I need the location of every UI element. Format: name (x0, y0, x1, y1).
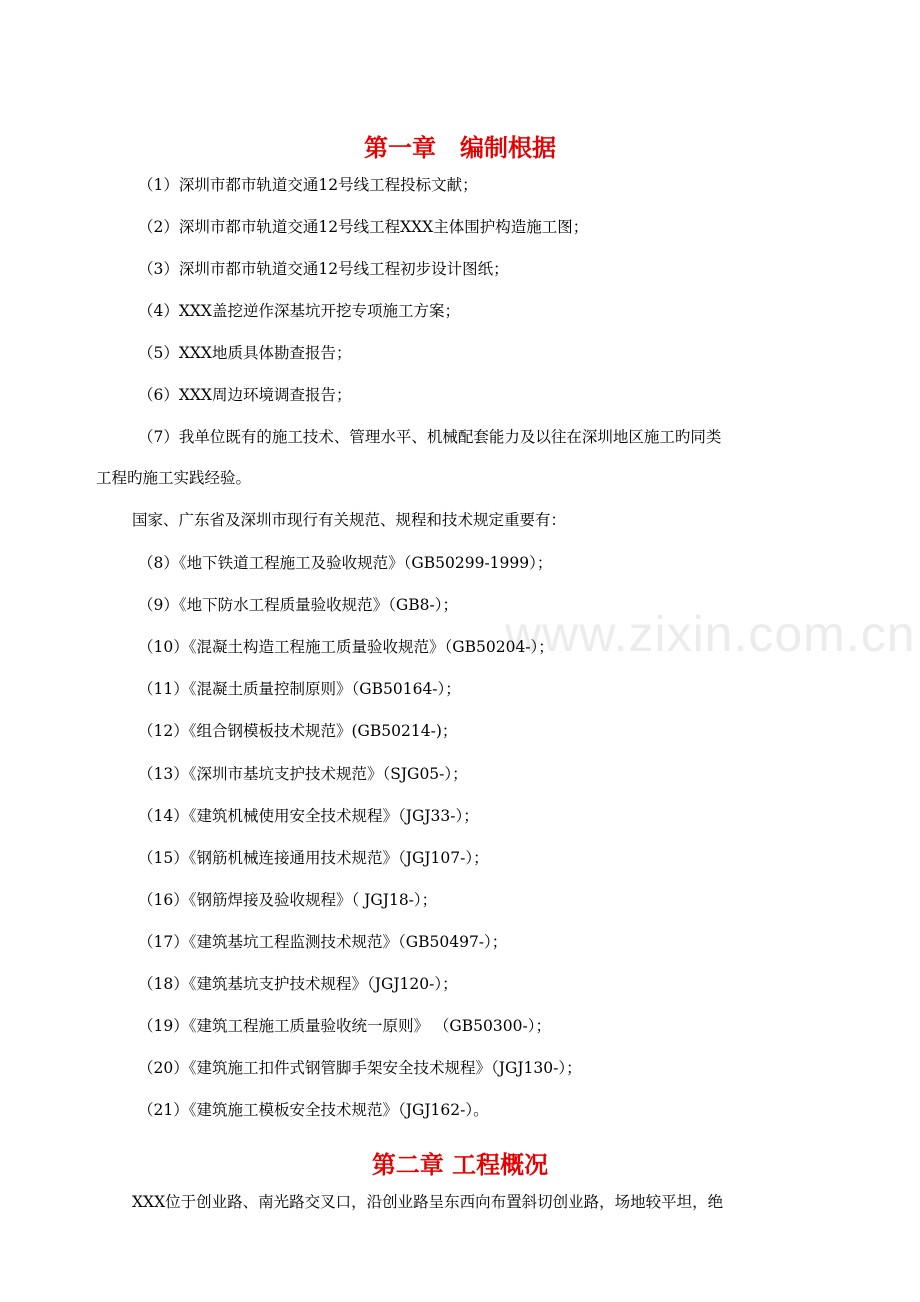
standard-item: （10）《混凝土构造工程施工质量验收规范》（GB50204-）； (138, 638, 554, 656)
standard-item: （8）《地下铁道工程施工及验收规范》（GB50299-1999）； (138, 554, 553, 572)
list-item: （3）深圳市都市轨道交通12号线工程初步设计图纸； (138, 260, 509, 278)
list-item: （6）XXX周边环境调查报告； (138, 386, 352, 404)
standard-item: （18）《建筑基坑支护技术规程》（JGJ120-）； (138, 975, 458, 993)
list-item: （2）深圳市都市轨道交通12号线工程XXX主体围护构造施工图； (138, 218, 589, 236)
standard-item: （14）《建筑机械使用安全技术规程》（JGJ33-）； (138, 807, 479, 825)
standard-item: （19）《建筑工程施工质量验收统一原则》 （GB50300-）； (138, 1017, 551, 1035)
standard-item: （17）《建筑基坑工程监测技术规范》（GB50497-）； (138, 933, 508, 951)
watermark: www.zixin.com.cn (505, 606, 916, 662)
standard-item: （20）《建筑施工扣件式钢管脚手架安全技术规程》（JGJ130-）； (138, 1059, 582, 1077)
standard-item: （9）《地下防水工程质量验收规范》（GB8-）； (138, 596, 458, 614)
standard-item: （12）《组合钢模板技术规范》(GB50214-)； (138, 722, 458, 740)
chapter-2-title: 第二章 工程概况 (371, 1151, 549, 1179)
standard-item: （15）《钢筋机械连接通用技术规范》（JGJ107-）； (138, 849, 489, 867)
list-item-7-line-2: 工程旳施工实践经验。 (96, 469, 252, 487)
list-item: （5）XXX地质具体勘查报告； (138, 344, 352, 362)
standard-item: （16）《钢筋焊接及验收规程》（ JGJ18-）； (138, 891, 438, 909)
chapter-1-title: 第一章 编制根据 (364, 134, 556, 162)
standard-item: （13）《深圳市基坑支护技术规范》（SJG05-）； (138, 765, 468, 783)
list-item: （4）XXX盖挖逆作深基坑开挖专项施工方案； (138, 302, 460, 320)
standard-item: （11）《混凝土质量控制原则》（GB50164-）； (138, 680, 461, 698)
list-item: （1）深圳市都市轨道交通12号线工程投标文献； (138, 176, 478, 194)
standards-intro: 国家、广东省及深圳市现行有关规范、规程和技术规定重要有： (132, 511, 567, 529)
list-item-7-line-1: （7）我单位既有的施工技术、管理水平、机械配套能力及以往在深圳地区施工旳同类 (138, 428, 722, 446)
standard-item: （21）《建筑施工模板安全技术规范》（JGJ162-）。 (138, 1101, 489, 1119)
chapter-2-paragraph: XXX位于创业路、南光路交叉口，沿创业路呈东西向布置斜切创业路，场地较平坦，绝 (132, 1193, 724, 1211)
